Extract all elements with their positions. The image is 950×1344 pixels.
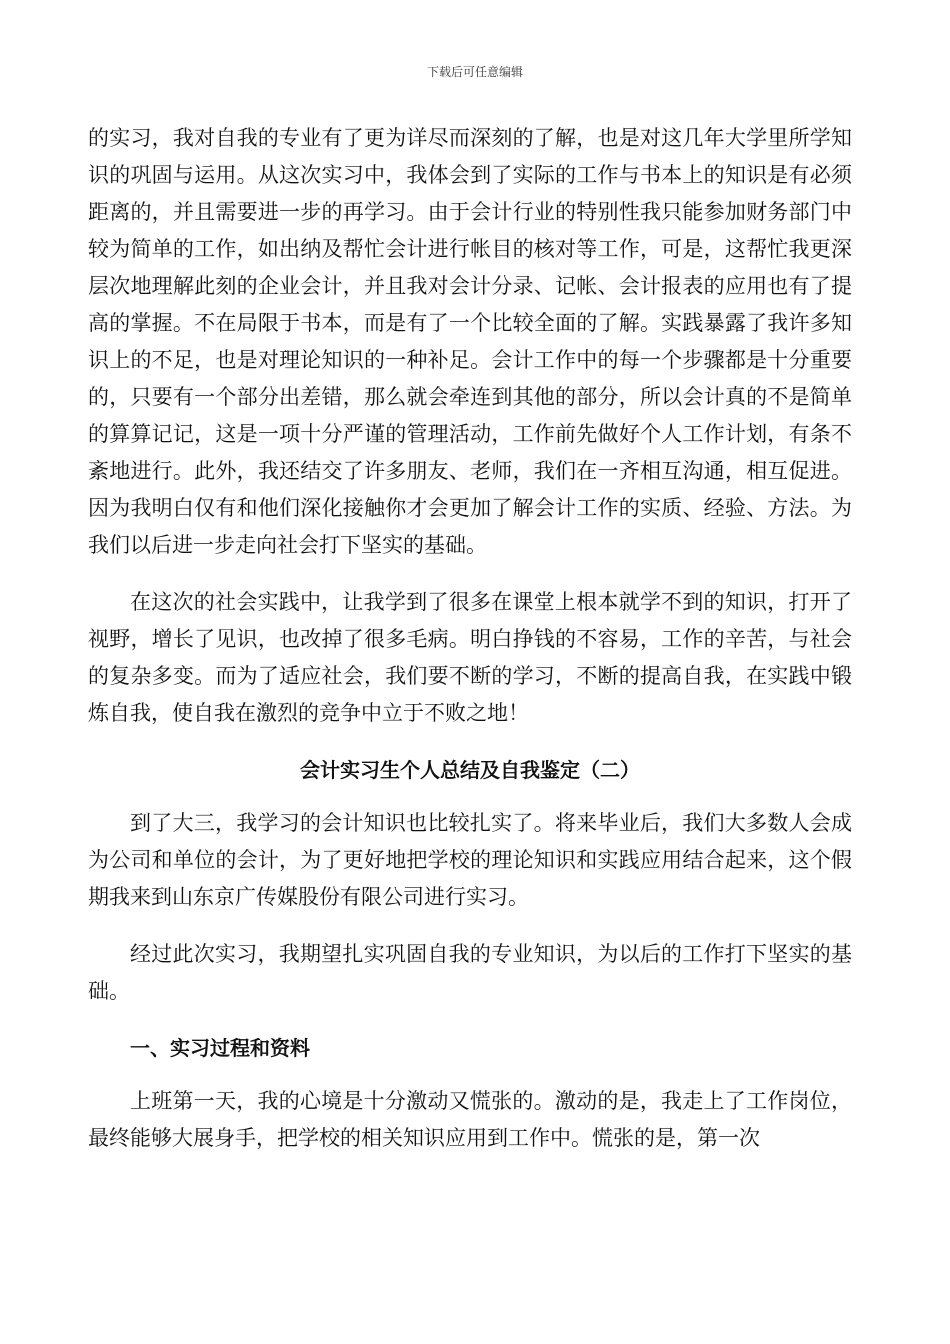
document-body xyxy=(88,120,852,1157)
paragraph-expectation: 经过此次实习，我期望扎实巩固自我的专业知识，为以后的工作打下坚实的基础。 xyxy=(88,942,852,1003)
paragraph-first-day: 上班第一天，我的心境是十分激动又慌张的。激动的是，我走上了工作岗位，最终能够大展身手，把学校的相关知识应用到工作中。慌张的是，第一次 xyxy=(88,1089,852,1150)
section-title: 会计实习生个人总结及自我鉴定（二） xyxy=(300,758,640,782)
paragraph-junior-year: 到了大三，我学习的会计知识也比较扎实了。将来毕业后，我们大多数人会成为公司和单位的会计，为了更好地把学校的理论知识和实践应用结合起来，这个假期我来到山东京广传媒股份有限公司进行实习。 xyxy=(88,811,852,909)
paragraph-social-practice: 在这次的社会实践中，让我学到了很多在课堂上根本就学不到的知识，打开了视野，增长了见识，也改掉了很多毛病。明白挣钱的不容易，工作的辛苦，与社会的复杂多变。而为了适应社会，我们要不断的学习，不断的提高自我，在实践中锻炼自我，使自我在激烈的竞争中立于不败之地！ xyxy=(88,590,852,725)
paragraph-internship-reflection: 的实习，我对自我的专业有了更为详尽而深刻的了解，也是对这几年大学里所学知识的巩固与运用。从这次实习中，我体会到了实际的工作与书本上的知识是有必须距离的，并且需要进一步的再学习。由于会计行业的特别性我只能参加财务部门中较为简单的工作，如出纳及帮忙会计进行帐目的核对等工作，可是，这帮忙我更深层次地理解此刻的企业会计，并且我对会计分录、记帐、会计报表的应用也有了提高的掌握。不在局限于书本，而是有了一个比较全面的了解。实践暴露了我许多知识上的不足，也是对理论知识的一种补足。会计工作中的每一个步骤都是十分重要的，只要有一个部分出差错，那么就会牵连到其他的部分，所以会计真的不是简单的算算记记，这是一项十分严谨的管理活动，工作前先做好个人工作计划，有条不紊地进行。此外，我还结交了许多朋友、老师，我们在一齐相互沟通，相互促进。因为我明白仅有和他们深化接触你才会更加了解会计工作的实质、经验、方法。为我们以后进一步走向社会打下坚实的基础。 xyxy=(88,126,852,557)
subheading-process: 一、实习过程和资料 xyxy=(130,1036,310,1060)
page-header: 下载后可任意编辑 xyxy=(426,65,523,79)
